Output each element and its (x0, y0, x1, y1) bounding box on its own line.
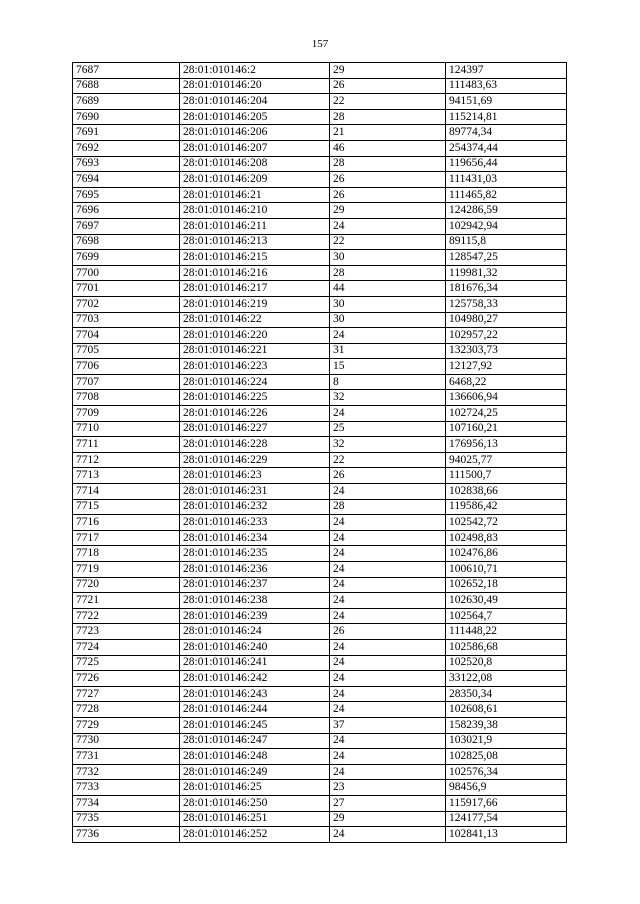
value-cell: 29 (330, 63, 446, 79)
cadastral-number-cell: 28:01:010146:221 (180, 343, 330, 359)
cadastral-number-cell: 28:01:010146:243 (180, 686, 330, 702)
cadastral-number-cell: 28:01:010146:238 (180, 593, 330, 609)
row-number-cell: 7733 (73, 780, 180, 796)
amount-cell: 102841,13 (446, 827, 567, 843)
row-number-cell: 7730 (73, 733, 180, 749)
value-cell: 28 (330, 156, 446, 172)
table-row (73, 686, 567, 702)
table-row (73, 63, 567, 79)
value-cell: 22 (330, 452, 446, 468)
value-cell: 24 (330, 764, 446, 780)
table-row (73, 593, 567, 609)
table-row (73, 717, 567, 733)
row-number-cell: 7706 (73, 359, 180, 375)
table-row (73, 359, 567, 375)
table-body (73, 63, 567, 843)
amount-cell: 89115,8 (446, 234, 567, 250)
value-cell: 8 (330, 374, 446, 390)
table-row (73, 94, 567, 110)
cadastral-number-cell: 28:01:010146:250 (180, 795, 330, 811)
table-row (73, 562, 567, 578)
amount-cell: 125758,33 (446, 296, 567, 312)
cadastral-number-cell: 28:01:010146:20 (180, 78, 330, 94)
amount-cell: 89774,34 (446, 125, 567, 141)
value-cell: 24 (330, 577, 446, 593)
table-row (73, 733, 567, 749)
row-number-cell: 7716 (73, 515, 180, 531)
value-cell: 30 (330, 296, 446, 312)
cadastral-number-cell: 28:01:010146:233 (180, 515, 330, 531)
row-number-cell: 7708 (73, 390, 180, 406)
amount-cell: 12127,92 (446, 359, 567, 375)
table-row (73, 296, 567, 312)
table-row (73, 749, 567, 765)
value-cell: 24 (330, 515, 446, 531)
row-number-cell: 7700 (73, 265, 180, 281)
value-cell: 30 (330, 250, 446, 266)
table-row (73, 156, 567, 172)
cadastral-number-cell: 28:01:010146:21 (180, 187, 330, 203)
table-row (73, 343, 567, 359)
value-cell: 24 (330, 562, 446, 578)
amount-cell: 102498,83 (446, 530, 567, 546)
cadastral-number-cell: 28:01:010146:234 (180, 530, 330, 546)
amount-cell: 111465,82 (446, 187, 567, 203)
row-number-cell: 7717 (73, 530, 180, 546)
table-row (73, 125, 567, 141)
cadastral-number-cell: 28:01:010146:210 (180, 203, 330, 219)
cadastral-number-cell: 28:01:010146:207 (180, 140, 330, 156)
cadastral-number-cell: 28:01:010146:242 (180, 671, 330, 687)
amount-cell: 98456,9 (446, 780, 567, 796)
row-number-cell: 7704 (73, 328, 180, 344)
table-row (73, 639, 567, 655)
cadastral-number-cell: 28:01:010146:232 (180, 499, 330, 515)
row-number-cell: 7695 (73, 187, 180, 203)
amount-cell: 102608,61 (446, 702, 567, 718)
row-number-cell: 7729 (73, 717, 180, 733)
table-row (73, 764, 567, 780)
row-number-cell: 7697 (73, 218, 180, 234)
table-row (73, 140, 567, 156)
row-number-cell: 7712 (73, 452, 180, 468)
amount-cell: 158239,38 (446, 717, 567, 733)
value-cell: 28 (330, 109, 446, 125)
row-number-cell: 7719 (73, 562, 180, 578)
row-number-cell: 7693 (73, 156, 180, 172)
table-row (73, 203, 567, 219)
amount-cell: 115214,81 (446, 109, 567, 125)
value-cell: 24 (330, 546, 446, 562)
cadastral-number-cell: 28:01:010146:240 (180, 639, 330, 655)
cadastral-number-cell: 28:01:010146:213 (180, 234, 330, 250)
row-number-cell: 7711 (73, 437, 180, 453)
value-cell: 22 (330, 234, 446, 250)
amount-cell: 128547,25 (446, 250, 567, 266)
table-row (73, 811, 567, 827)
row-number-cell: 7691 (73, 125, 180, 141)
cadastral-number-cell: 28:01:010146:239 (180, 608, 330, 624)
cadastral-number-cell: 28:01:010146:248 (180, 749, 330, 765)
table-row (73, 655, 567, 671)
value-cell: 24 (330, 328, 446, 344)
row-number-cell: 7698 (73, 234, 180, 250)
value-cell: 24 (330, 484, 446, 500)
value-cell: 26 (330, 468, 446, 484)
value-cell: 46 (330, 140, 446, 156)
table-row (73, 172, 567, 188)
table-row (73, 795, 567, 811)
table-row (73, 406, 567, 422)
value-cell: 26 (330, 187, 446, 203)
value-cell: 24 (330, 608, 446, 624)
amount-cell: 176956,13 (446, 437, 567, 453)
table-row (73, 515, 567, 531)
value-cell: 26 (330, 624, 446, 640)
value-cell: 24 (330, 639, 446, 655)
cadastral-number-cell: 28:01:010146:237 (180, 577, 330, 593)
table-row (73, 187, 567, 203)
cadastral-number-cell: 28:01:010146:220 (180, 328, 330, 344)
amount-cell: 136606,94 (446, 390, 567, 406)
row-number-cell: 7713 (73, 468, 180, 484)
cadastral-number-cell: 28:01:010146:235 (180, 546, 330, 562)
row-number-cell: 7710 (73, 421, 180, 437)
row-number-cell: 7690 (73, 109, 180, 125)
cadastral-number-cell: 28:01:010146:23 (180, 468, 330, 484)
cadastral-number-cell: 28:01:010146:226 (180, 406, 330, 422)
row-number-cell: 7731 (73, 749, 180, 765)
cadastral-number-cell: 28:01:010146:208 (180, 156, 330, 172)
value-cell: 24 (330, 655, 446, 671)
value-cell: 26 (330, 172, 446, 188)
value-cell: 24 (330, 218, 446, 234)
amount-cell: 102630,49 (446, 593, 567, 609)
value-cell: 32 (330, 390, 446, 406)
amount-cell: 102520,8 (446, 655, 567, 671)
table-row (73, 312, 567, 328)
row-number-cell: 7688 (73, 78, 180, 94)
amount-cell: 102957,22 (446, 328, 567, 344)
amount-cell: 28350,34 (446, 686, 567, 702)
table-row (73, 78, 567, 94)
row-number-cell: 7725 (73, 655, 180, 671)
value-cell: 32 (330, 437, 446, 453)
value-cell: 30 (330, 312, 446, 328)
table-row (73, 218, 567, 234)
row-number-cell: 7705 (73, 343, 180, 359)
table-row (73, 281, 567, 297)
value-cell: 24 (330, 733, 446, 749)
amount-cell: 102476,86 (446, 546, 567, 562)
amount-cell: 102724,25 (446, 406, 567, 422)
row-number-cell: 7732 (73, 764, 180, 780)
table-row (73, 671, 567, 687)
cadastral-number-cell: 28:01:010146:209 (180, 172, 330, 188)
value-cell: 31 (330, 343, 446, 359)
table-row (73, 265, 567, 281)
value-cell: 24 (330, 686, 446, 702)
row-number-cell: 7714 (73, 484, 180, 500)
row-number-cell: 7721 (73, 593, 180, 609)
cadastral-number-cell: 28:01:010146:247 (180, 733, 330, 749)
row-number-cell: 7694 (73, 172, 180, 188)
value-cell: 37 (330, 717, 446, 733)
amount-cell: 102586,68 (446, 639, 567, 655)
cadastral-number-cell: 28:01:010146:217 (180, 281, 330, 297)
table-row (73, 546, 567, 562)
row-number-cell: 7703 (73, 312, 180, 328)
table-row (73, 499, 567, 515)
row-number-cell: 7699 (73, 250, 180, 266)
table-row (73, 328, 567, 344)
table-row (73, 780, 567, 796)
value-cell: 26 (330, 78, 446, 94)
table-row (73, 702, 567, 718)
row-number-cell: 7707 (73, 374, 180, 390)
row-number-cell: 7696 (73, 203, 180, 219)
cadastral-number-cell: 28:01:010146:22 (180, 312, 330, 328)
amount-cell: 94151,69 (446, 94, 567, 110)
cadastral-number-cell: 28:01:010146:236 (180, 562, 330, 578)
value-cell: 29 (330, 811, 446, 827)
amount-cell: 102942,94 (446, 218, 567, 234)
cadastral-number-cell: 28:01:010146:24 (180, 624, 330, 640)
amount-cell: 103021,9 (446, 733, 567, 749)
amount-cell: 124286,59 (446, 203, 567, 219)
table-row (73, 109, 567, 125)
row-number-cell: 7728 (73, 702, 180, 718)
amount-cell: 102542,72 (446, 515, 567, 531)
amount-cell: 107160,21 (446, 421, 567, 437)
data-table (72, 62, 567, 843)
row-number-cell: 7736 (73, 827, 180, 843)
value-cell: 22 (330, 94, 446, 110)
amount-cell: 181676,34 (446, 281, 567, 297)
table-row (73, 577, 567, 593)
value-cell: 24 (330, 406, 446, 422)
value-cell: 25 (330, 421, 446, 437)
amount-cell: 111483,63 (446, 78, 567, 94)
amount-cell: 111431,03 (446, 172, 567, 188)
row-number-cell: 7687 (73, 63, 180, 79)
cadastral-number-cell: 28:01:010146:219 (180, 296, 330, 312)
cadastral-number-cell: 28:01:010146:244 (180, 702, 330, 718)
value-cell: 24 (330, 593, 446, 609)
amount-cell: 104980,27 (446, 312, 567, 328)
table-row (73, 624, 567, 640)
amount-cell: 111500,7 (446, 468, 567, 484)
cadastral-number-cell: 28:01:010146:251 (180, 811, 330, 827)
table-row (73, 250, 567, 266)
amount-cell: 115917,66 (446, 795, 567, 811)
amount-cell: 102564,7 (446, 608, 567, 624)
amount-cell: 254374,44 (446, 140, 567, 156)
value-cell: 24 (330, 702, 446, 718)
value-cell: 27 (330, 795, 446, 811)
cadastral-number-cell: 28:01:010146:231 (180, 484, 330, 500)
cadastral-number-cell: 28:01:010146:225 (180, 390, 330, 406)
row-number-cell: 7722 (73, 608, 180, 624)
cadastral-number-cell: 28:01:010146:211 (180, 218, 330, 234)
cadastral-number-cell: 28:01:010146:252 (180, 827, 330, 843)
cadastral-number-cell: 28:01:010146:224 (180, 374, 330, 390)
amount-cell: 111448,22 (446, 624, 567, 640)
cadastral-number-cell: 28:01:010146:25 (180, 780, 330, 796)
row-number-cell: 7718 (73, 546, 180, 562)
cadastral-number-cell: 28:01:010146:215 (180, 250, 330, 266)
row-number-cell: 7727 (73, 686, 180, 702)
amount-cell: 119656,44 (446, 156, 567, 172)
value-cell: 29 (330, 203, 446, 219)
cadastral-number-cell: 28:01:010146:223 (180, 359, 330, 375)
amount-cell: 100610,71 (446, 562, 567, 578)
table-row (73, 234, 567, 250)
row-number-cell: 7701 (73, 281, 180, 297)
amount-cell: 132303,73 (446, 343, 567, 359)
value-cell: 24 (330, 827, 446, 843)
value-cell: 44 (330, 281, 446, 297)
table-row (73, 608, 567, 624)
amount-cell: 102825,08 (446, 749, 567, 765)
table-row (73, 827, 567, 843)
cadastral-number-cell: 28:01:010146:206 (180, 125, 330, 141)
cadastral-number-cell: 28:01:010146:241 (180, 655, 330, 671)
value-cell: 15 (330, 359, 446, 375)
value-cell: 23 (330, 780, 446, 796)
table-row (73, 437, 567, 453)
row-number-cell: 7726 (73, 671, 180, 687)
value-cell: 24 (330, 749, 446, 765)
row-number-cell: 7702 (73, 296, 180, 312)
table-row (73, 468, 567, 484)
amount-cell: 94025,77 (446, 452, 567, 468)
value-cell: 24 (330, 671, 446, 687)
amount-cell: 124397 (446, 63, 567, 79)
cadastral-number-cell: 28:01:010146:216 (180, 265, 330, 281)
value-cell: 28 (330, 499, 446, 515)
cadastral-number-cell: 28:01:010146:249 (180, 764, 330, 780)
table-row (73, 484, 567, 500)
row-number-cell: 7715 (73, 499, 180, 515)
amount-cell: 102576,34 (446, 764, 567, 780)
cadastral-number-cell: 28:01:010146:2 (180, 63, 330, 79)
row-number-cell: 7692 (73, 140, 180, 156)
amount-cell: 124177,54 (446, 811, 567, 827)
cadastral-number-cell: 28:01:010146:205 (180, 109, 330, 125)
amount-cell: 102652,18 (446, 577, 567, 593)
amount-cell: 119981,32 (446, 265, 567, 281)
value-cell: 21 (330, 125, 446, 141)
row-number-cell: 7734 (73, 795, 180, 811)
table-row (73, 390, 567, 406)
cadastral-number-cell: 28:01:010146:245 (180, 717, 330, 733)
cadastral-number-cell: 28:01:010146:228 (180, 437, 330, 453)
amount-cell: 33122,08 (446, 671, 567, 687)
table-row (73, 421, 567, 437)
row-number-cell: 7723 (73, 624, 180, 640)
row-number-cell: 7724 (73, 639, 180, 655)
value-cell: 28 (330, 265, 446, 281)
value-cell: 24 (330, 530, 446, 546)
amount-cell: 119586,42 (446, 499, 567, 515)
row-number-cell: 7720 (73, 577, 180, 593)
amount-cell: 102838,66 (446, 484, 567, 500)
table-row (73, 374, 567, 390)
page-number: 157 (311, 38, 329, 50)
cadastral-number-cell: 28:01:010146:227 (180, 421, 330, 437)
cadastral-number-cell: 28:01:010146:229 (180, 452, 330, 468)
amount-cell: 6468,22 (446, 374, 567, 390)
table-row (73, 530, 567, 546)
row-number-cell: 7689 (73, 94, 180, 110)
cadastral-number-cell: 28:01:010146:204 (180, 94, 330, 110)
row-number-cell: 7709 (73, 406, 180, 422)
row-number-cell: 7735 (73, 811, 180, 827)
table-row (73, 452, 567, 468)
